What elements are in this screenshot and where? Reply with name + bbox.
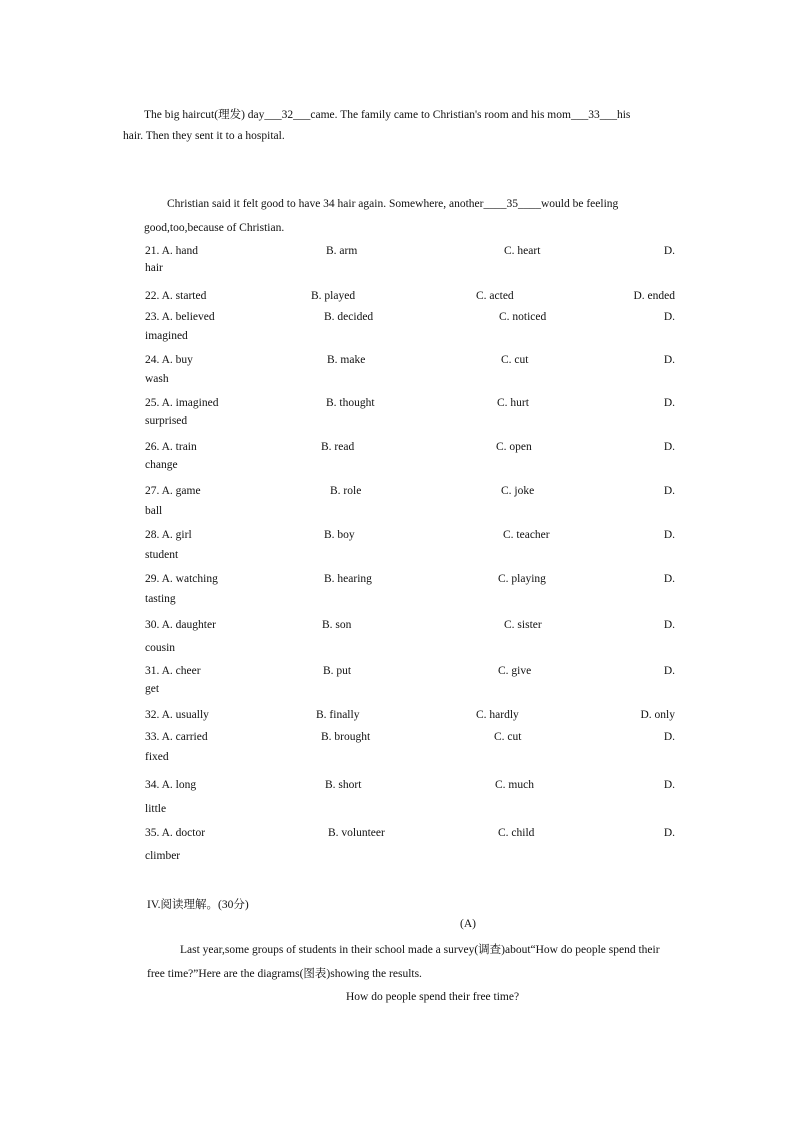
option-c: C. noticed bbox=[499, 311, 547, 323]
option-d: D. bbox=[663, 311, 675, 323]
option-b: B. role bbox=[330, 485, 362, 497]
question-row bbox=[145, 485, 675, 525]
question-row bbox=[145, 311, 675, 351]
option-b: B. son bbox=[322, 619, 352, 631]
option-b: B. hearing bbox=[324, 573, 372, 585]
option-d: D. bbox=[663, 245, 675, 257]
option-d-text: surprised bbox=[145, 415, 188, 427]
option-a: 25. A. imagined bbox=[145, 397, 219, 409]
option-a: 22. A. started bbox=[145, 290, 207, 302]
option-c: C. cut bbox=[501, 354, 529, 366]
option-a: 33. A. carried bbox=[145, 731, 208, 743]
question-row bbox=[145, 441, 675, 481]
option-d-text: tasting bbox=[145, 593, 176, 605]
option-a: 24. A. buy bbox=[145, 354, 193, 366]
option-a: 34. A. long bbox=[145, 779, 197, 791]
option-d: D. bbox=[663, 619, 675, 631]
option-a: 27. A. game bbox=[145, 485, 201, 497]
option-d-text: imagined bbox=[145, 330, 188, 342]
option-c: C. hurt bbox=[497, 397, 529, 409]
option-c: C. child bbox=[498, 827, 535, 839]
option-b: B. finally bbox=[316, 709, 360, 721]
intro-line: free time?”Here are the diagrams(图表)showing the results. bbox=[147, 968, 422, 980]
option-d-text: climber bbox=[145, 850, 181, 862]
question-row bbox=[145, 665, 675, 705]
option-c: C. give bbox=[498, 665, 532, 677]
option-d-text: get bbox=[145, 683, 160, 695]
option-d: D. bbox=[663, 827, 675, 839]
option-b: B. played bbox=[311, 290, 356, 302]
question-row bbox=[145, 619, 675, 659]
option-d: D. bbox=[663, 354, 675, 366]
option-b: B. boy bbox=[324, 529, 355, 541]
option-a: 32. A. usually bbox=[145, 709, 209, 721]
section-heading: IV.阅读理解。(30分) bbox=[147, 899, 249, 911]
option-c: C. open bbox=[496, 441, 532, 453]
option-d-text: cousin bbox=[145, 642, 176, 654]
question-row bbox=[145, 245, 675, 285]
question-row bbox=[145, 397, 675, 437]
passage-line: hair. Then they sent it to a hospital. bbox=[123, 130, 285, 142]
question-row bbox=[145, 731, 675, 771]
passage-line: good,too,because of Christian. bbox=[144, 222, 285, 234]
option-b: B. arm bbox=[326, 245, 358, 257]
option-d: D. bbox=[663, 397, 675, 409]
option-d: D. bbox=[663, 573, 675, 585]
option-d-text: hair bbox=[145, 262, 163, 274]
option-c: C. playing bbox=[498, 573, 546, 585]
option-d: D. bbox=[663, 665, 675, 677]
option-a: 29. A. watching bbox=[145, 573, 218, 585]
option-b: B. short bbox=[325, 779, 362, 791]
option-d-text: change bbox=[145, 459, 178, 471]
option-d-text: student bbox=[145, 549, 179, 561]
option-a: 21. A. hand bbox=[145, 245, 199, 257]
intro-line: Last year,some groups of students in their school made a survey(调查)about“How do people spend their bbox=[180, 944, 660, 956]
option-d-text: wash bbox=[145, 373, 169, 385]
question-row bbox=[145, 779, 675, 819]
option-c: C. heart bbox=[504, 245, 541, 257]
option-d-text: little bbox=[145, 803, 167, 815]
question-row bbox=[145, 529, 675, 569]
option-b: B. volunteer bbox=[328, 827, 385, 839]
option-b: B. decided bbox=[324, 311, 374, 323]
option-c: C. sister bbox=[504, 619, 542, 631]
option-c: C. hardly bbox=[476, 709, 519, 721]
option-d: D. bbox=[663, 779, 675, 791]
option-a: 30. A. daughter bbox=[145, 619, 216, 631]
option-a: 26. A. train bbox=[145, 441, 197, 453]
option-a: 28. A. girl bbox=[145, 529, 192, 541]
option-a: 35. A. doctor bbox=[145, 827, 206, 839]
option-d: D. bbox=[663, 485, 675, 497]
option-a: 31. A. cheer bbox=[145, 665, 201, 677]
question-row bbox=[145, 354, 675, 394]
option-b: B. thought bbox=[326, 397, 375, 409]
option-c: C. joke bbox=[501, 485, 535, 497]
option-d: D. bbox=[663, 529, 675, 541]
option-b: B. make bbox=[327, 354, 366, 366]
option-c: C. much bbox=[495, 779, 534, 791]
option-b: B. put bbox=[323, 665, 352, 677]
option-c: C. teacher bbox=[503, 529, 550, 541]
passage-line: The big haircut(理发) day___32___came. The family came to Christian's room and his mom___33___his bbox=[144, 109, 631, 121]
diagram-caption: How do people spend their free time? bbox=[346, 991, 520, 1003]
option-c: C. cut bbox=[494, 731, 522, 743]
passage-line: Christian said it felt good to have 34 hair again. Somewhere, another____35____would be feeling bbox=[167, 198, 619, 210]
option-d: D. bbox=[663, 731, 675, 743]
option-d-text: ball bbox=[145, 505, 163, 517]
option-a: 23. A. believed bbox=[145, 311, 215, 323]
section-subheading: (A) bbox=[460, 918, 476, 930]
option-d: D. ended bbox=[633, 290, 675, 302]
option-c: C. acted bbox=[476, 290, 514, 302]
question-row bbox=[145, 827, 675, 867]
option-b: B. read bbox=[321, 441, 355, 453]
option-b: B. brought bbox=[321, 731, 371, 743]
option-d: D. only bbox=[640, 709, 675, 721]
option-d-text: fixed bbox=[145, 751, 169, 763]
question-row bbox=[145, 573, 675, 613]
option-d: D. bbox=[663, 441, 675, 453]
